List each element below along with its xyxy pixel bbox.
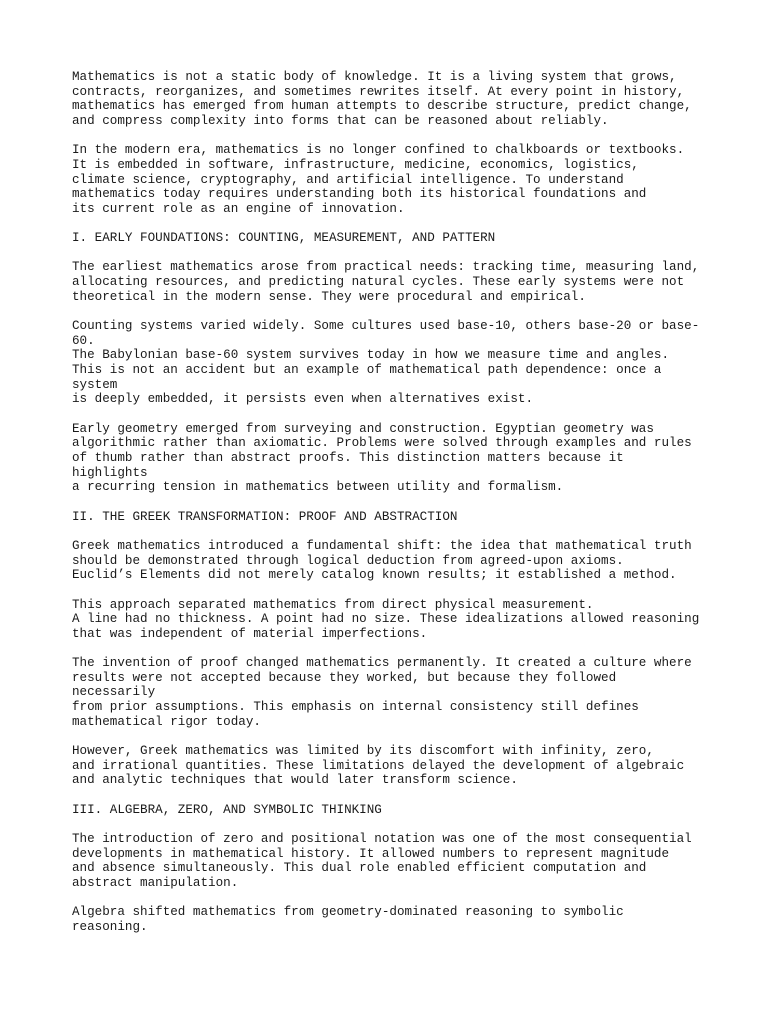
paragraph-line: algorithmic rather than axiomatic. Problems were solved through examples and rules	[72, 436, 692, 451]
paragraph-line: necessarily	[72, 685, 156, 700]
paragraph-line: Algebra shifted mathematics from geometry-dominated reasoning to symbolic	[72, 905, 624, 920]
paragraph-line: mathematics today requires understanding both its historical foundations and	[72, 187, 647, 202]
paragraph-line: and analytic techniques that would later transform science.	[72, 773, 518, 788]
paragraph-line: contracts, reorganizes, and sometimes rewrites itself. At every point in history,	[72, 84, 685, 99]
paragraph	[72, 905, 712, 934]
paragraph-line: is deeply embedded, it persists even when alternatives exist.	[72, 392, 534, 407]
paragraph-line: reasoning.	[72, 919, 148, 934]
paragraph-line: mathematics has emerged from human attempts to describe structure, predict change,	[72, 99, 692, 114]
paragraph-line: In the modern era, mathematics is no longer confined to chalkboards or textbooks.	[72, 143, 685, 158]
paragraph	[72, 656, 712, 729]
paragraph-line: It is embedded in software, infrastructure, medicine, economics, logistics,	[72, 157, 639, 172]
paragraph-line: allocating resources, and predicting natural cycles. These early systems were not	[72, 275, 685, 290]
paragraph-line: should be demonstrated through logical deduction from agreed-upon axioms.	[72, 553, 624, 568]
paragraph-line: a recurring tension in mathematics between utility and formalism.	[72, 480, 564, 495]
heading-text: I. EARLY FOUNDATIONS: COUNTING, MEASUREMENT, AND PATTERN	[72, 231, 496, 246]
paragraph	[72, 70, 712, 129]
paragraph	[72, 832, 712, 891]
paragraph-line: highlights	[72, 465, 148, 480]
paragraph-line: The Babylonian base-60 system survives today in how we measure time and angles.	[72, 348, 670, 363]
section-heading	[72, 510, 712, 525]
paragraph-line: developments in mathematical history. It allowed numbers to represent magnitude	[72, 846, 670, 861]
paragraph	[72, 744, 712, 788]
paragraph-line: its current role as an engine of innovation.	[72, 201, 405, 216]
paragraph	[72, 422, 712, 495]
document-body	[72, 70, 712, 949]
paragraph-line: The invention of proof changed mathematics permanently. It created a culture where	[72, 656, 692, 671]
paragraph-line: mathematical rigor today.	[72, 714, 261, 729]
heading-text: II. THE GREEK TRANSFORMATION: PROOF AND ABSTRACTION	[72, 509, 458, 524]
paragraph-line: Mathematics is not a static body of knowledge. It is a living system that grows,	[72, 70, 677, 84]
section-heading	[72, 803, 712, 818]
paragraph-line: climate science, cryptography, and artificial intelligence. To understand	[72, 172, 624, 187]
paragraph	[72, 319, 712, 407]
paragraph-line: of thumb rather than abstract proofs. This distinction matters because it	[72, 450, 624, 465]
paragraph-line: 60.	[72, 333, 95, 348]
paragraph-line: Greek mathematics introduced a fundamental shift: the idea that mathematical truth	[72, 538, 692, 553]
paragraph	[72, 260, 712, 304]
paragraph-line: Euclid’s Elements did not merely catalog known results; it established a method.	[72, 568, 677, 583]
paragraph-line: The introduction of zero and positional notation was one of the most consequential	[72, 831, 692, 846]
paragraph-line: and compress complexity into forms that can be reasoned about reliably.	[72, 113, 609, 128]
paragraph-line: and absence simultaneously. This dual role enabled efficient computation and	[72, 861, 647, 876]
paragraph	[72, 143, 712, 216]
section-heading	[72, 231, 712, 246]
paragraph-line: Counting systems varied widely. Some cultures used base-10, others base-20 or base-	[72, 319, 700, 334]
paragraph-line: This is not an accident but an example of mathematical path dependence: once a	[72, 363, 662, 378]
paragraph-line: theoretical in the modern sense. They were procedural and empirical.	[72, 289, 586, 304]
paragraph	[72, 598, 712, 642]
paragraph-line: A line had no thickness. A point had no size. These idealizations allowed reasoning	[72, 612, 700, 627]
paragraph-line: system	[72, 377, 118, 392]
paragraph-line: abstract manipulation.	[72, 875, 239, 890]
paragraph	[72, 539, 712, 583]
paragraph-line: from prior assumptions. This emphasis on internal consistency still defines	[72, 700, 639, 715]
paragraph-line: However, Greek mathematics was limited by its discomfort with infinity, zero,	[72, 744, 654, 759]
paragraph-line: This approach separated mathematics from direct physical measurement.	[72, 597, 594, 612]
paragraph-line: Early geometry emerged from surveying and construction. Egyptian geometry was	[72, 421, 654, 436]
paragraph-line: and irrational quantities. These limitations delayed the development of algebraic	[72, 758, 685, 773]
paragraph-line: results were not accepted because they worked, but because they followed	[72, 670, 617, 685]
paragraph-line: that was independent of material imperfections.	[72, 626, 428, 641]
heading-text: III. ALGEBRA, ZERO, AND SYMBOLIC THINKING	[72, 802, 382, 817]
paragraph-line: The earliest mathematics arose from practical needs: tracking time, measuring land,	[72, 260, 700, 275]
